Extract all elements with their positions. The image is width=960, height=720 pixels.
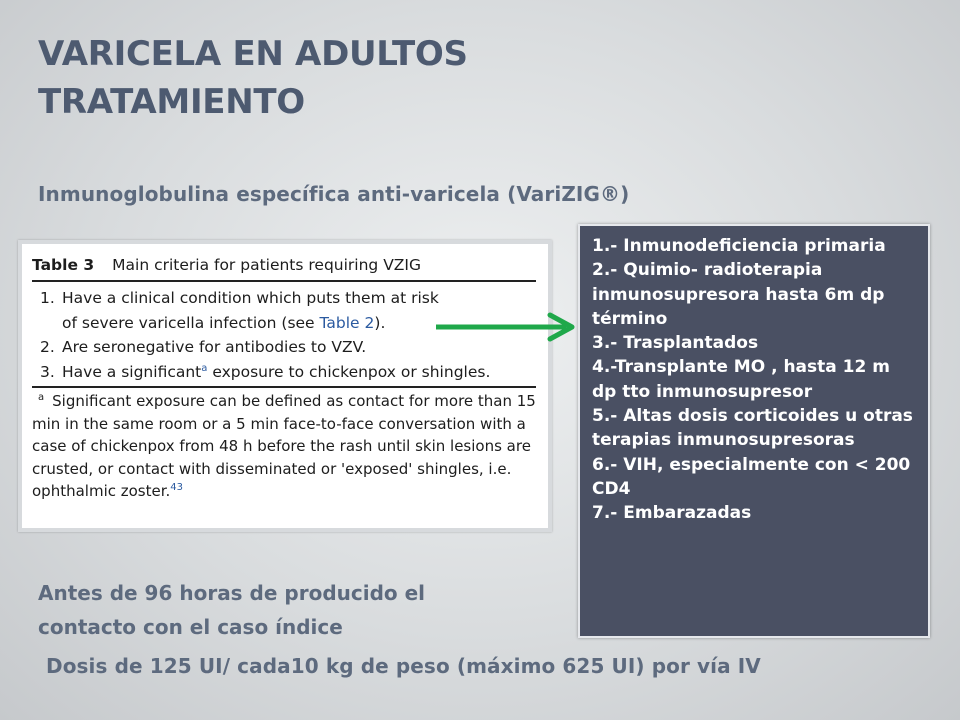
title-line-2: TRATAMIENTO: [38, 82, 305, 122]
slide-title: [38, 30, 558, 126]
dosage-note: Dosis de 125 UI/ cada10 kg de peso (máximo 625 UI) por vía IV: [46, 654, 761, 678]
table-number: Table 3: [32, 256, 95, 274]
criteria-text: Are seronegative for antibodies to VZV.: [62, 338, 367, 356]
footnote-marker-link[interactable]: a: [201, 362, 208, 374]
title-line-1: VARICELA EN ADULTOS: [38, 34, 468, 74]
slide-subtitle: Inmunoglobulina específica anti-varicela (VariZIG®): [38, 182, 630, 206]
timing-note-line2: contacto con el caso índice: [38, 615, 343, 639]
risk-group-item: 3.- Trasplantados: [592, 333, 759, 354]
risk-group-item: 5.- Altas dosis corticoides u otras terapias inmunosupresoras: [592, 406, 913, 451]
right-arrow-icon: [436, 312, 582, 342]
risk-groups-list: [580, 226, 928, 526]
risk-group-item: 2.- Quimio- radioterapia inmunosupresora hasta 6m dp término: [592, 260, 885, 329]
criteria-number: 2.: [40, 338, 55, 356]
criteria-text-line1: Have a clinical condition which puts them at risk: [62, 289, 439, 307]
criteria-table: [32, 250, 536, 503]
criteria-table-figure: [18, 240, 552, 532]
table-footnote: [32, 388, 536, 503]
table-caption: Main criteria for patients requiring VZIG: [112, 256, 421, 274]
risk-group-item: 4.-Transplante MO , hasta 12 m dp tto inmunosupresor: [592, 357, 890, 402]
risk-group-item: 7.- Embarazadas: [592, 503, 752, 524]
criteria-number: 3.: [40, 362, 55, 381]
criteria-number: 1.: [40, 289, 55, 307]
table-header: [32, 250, 536, 282]
timing-note-line1: Antes de 96 horas de producido el: [38, 581, 426, 605]
criteria-text-post: exposure to chickenpox or shingles.: [207, 362, 491, 381]
footnote-text: Significant exposure can be defined as contact for more than 15 min in the same room or a 5 min face-to-face conversation with a case of chickenpox from 48 h before the rash until skin lesions are crusted, or contact with disseminated or 'exposed' shingles, i.e. ophthalmic zoster.: [32, 392, 536, 500]
risk-groups-panel: [578, 224, 930, 638]
criteria-text-line2-post: ).: [374, 313, 386, 332]
reference-link[interactable]: 43: [170, 482, 184, 493]
footnote-marker: a: [38, 392, 45, 403]
risk-group-item: 6.- VIH, especialmente con < 200 CD4: [592, 454, 911, 499]
criteria-text-pre: Have a significant: [62, 362, 202, 381]
risk-group-item: 1.- Inmunodeficiencia primaria: [592, 236, 886, 256]
table-2-link[interactable]: Table 2: [319, 313, 375, 332]
criteria-item: [32, 360, 536, 385]
criteria-text-line2-pre: of severe varicella infection (see: [62, 313, 320, 332]
timing-note: [38, 576, 558, 644]
